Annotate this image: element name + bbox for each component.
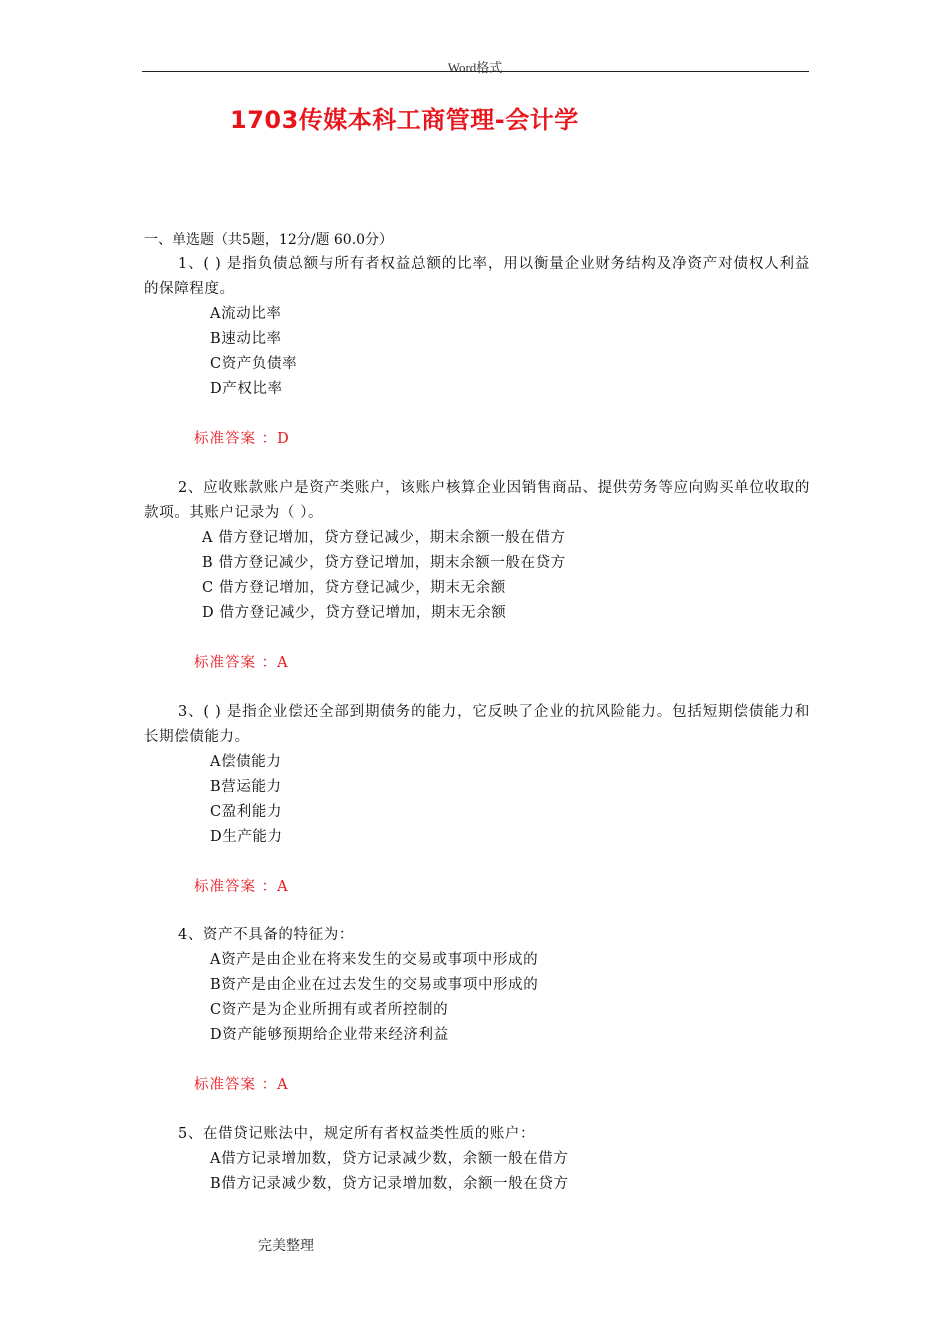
question-stem: 4、资产不具备的特征为： bbox=[178, 927, 354, 943]
question-stem: 1、( ) 是指负债总额与所有者权益总额的比率，用以衡量企业财务结构及净资产对债权人利益的保障程度。 bbox=[144, 256, 810, 297]
question-2 bbox=[144, 476, 810, 676]
option-d: D生产能力 bbox=[210, 829, 283, 845]
question-4 bbox=[144, 923, 810, 1098]
question-3 bbox=[144, 700, 810, 900]
option-b: B资产是由企业在过去发生的交易或事项中形成的 bbox=[210, 977, 539, 993]
question-stem: 3、( ) 是指企业偿还全部到期债务的能力，它反映了企业的抗风险能力。包括短期偿债能力和长期偿债能力。 bbox=[144, 704, 810, 745]
option-c: C 借方登记增加，贷方登记减少，期末无余额 bbox=[202, 580, 506, 596]
option-b: B 借方登记减少，贷方登记增加，期末余额一般在贷方 bbox=[202, 555, 566, 571]
option-b: B营运能力 bbox=[210, 779, 282, 795]
option-a: A流动比率 bbox=[210, 306, 282, 322]
option-a: A 借方登记增加，贷方登记减少，期末余额一般在借方 bbox=[202, 530, 566, 546]
option-a: A借方记录增加数，贷方记录减少数，余额一般在借方 bbox=[210, 1151, 569, 1167]
option-b: B速动比率 bbox=[210, 331, 282, 347]
option-list bbox=[144, 302, 810, 402]
standard-answer: 标准答案 ：D bbox=[194, 431, 290, 447]
standard-answer: 标准答案 ：A bbox=[194, 655, 289, 671]
option-a: A偿债能力 bbox=[210, 754, 282, 770]
page-footer: 完美整理 bbox=[258, 1238, 314, 1254]
option-list bbox=[144, 948, 810, 1048]
option-list bbox=[144, 750, 810, 850]
question-1 bbox=[144, 252, 810, 452]
standard-answer: 标准答案 ：A bbox=[194, 1077, 289, 1093]
header-rule bbox=[142, 71, 809, 72]
standard-answer: 标准答案 ：A bbox=[194, 879, 289, 895]
option-d: D 借方登记减少，贷方登记增加，期末无余额 bbox=[202, 605, 507, 621]
section-heading: 一、单选题（共5题，12分/题 60.0分） bbox=[144, 232, 394, 248]
option-d: D资产能够预期给企业带来经济利益 bbox=[210, 1027, 449, 1043]
question-stem: 2、应收账款账户是资产类账户，该账户核算企业因销售商品、提供劳务等应向购买单位收取的款项。其账户记录为（ ）。 bbox=[144, 480, 810, 521]
option-c: C盈利能力 bbox=[210, 804, 283, 820]
question-5 bbox=[144, 1122, 810, 1197]
option-b: B借方记录减少数，贷方记录增加数，余额一般在贷方 bbox=[210, 1176, 569, 1192]
option-list bbox=[144, 1147, 810, 1197]
option-d: D产权比率 bbox=[210, 381, 283, 397]
page-header: Word格式 bbox=[447, 60, 503, 75]
document-title: 1703传媒本科工商管理-会计学 bbox=[230, 106, 579, 134]
option-c: C资产负债率 bbox=[210, 356, 298, 372]
option-a: A资产是由企业在将来发生的交易或事项中形成的 bbox=[210, 952, 539, 968]
option-c: C资产是为企业所拥有或者所控制的 bbox=[210, 1002, 449, 1018]
question-stem: 5、在借贷记账法中，规定所有者权益类性质的账户： bbox=[178, 1126, 536, 1142]
option-list bbox=[144, 526, 810, 626]
